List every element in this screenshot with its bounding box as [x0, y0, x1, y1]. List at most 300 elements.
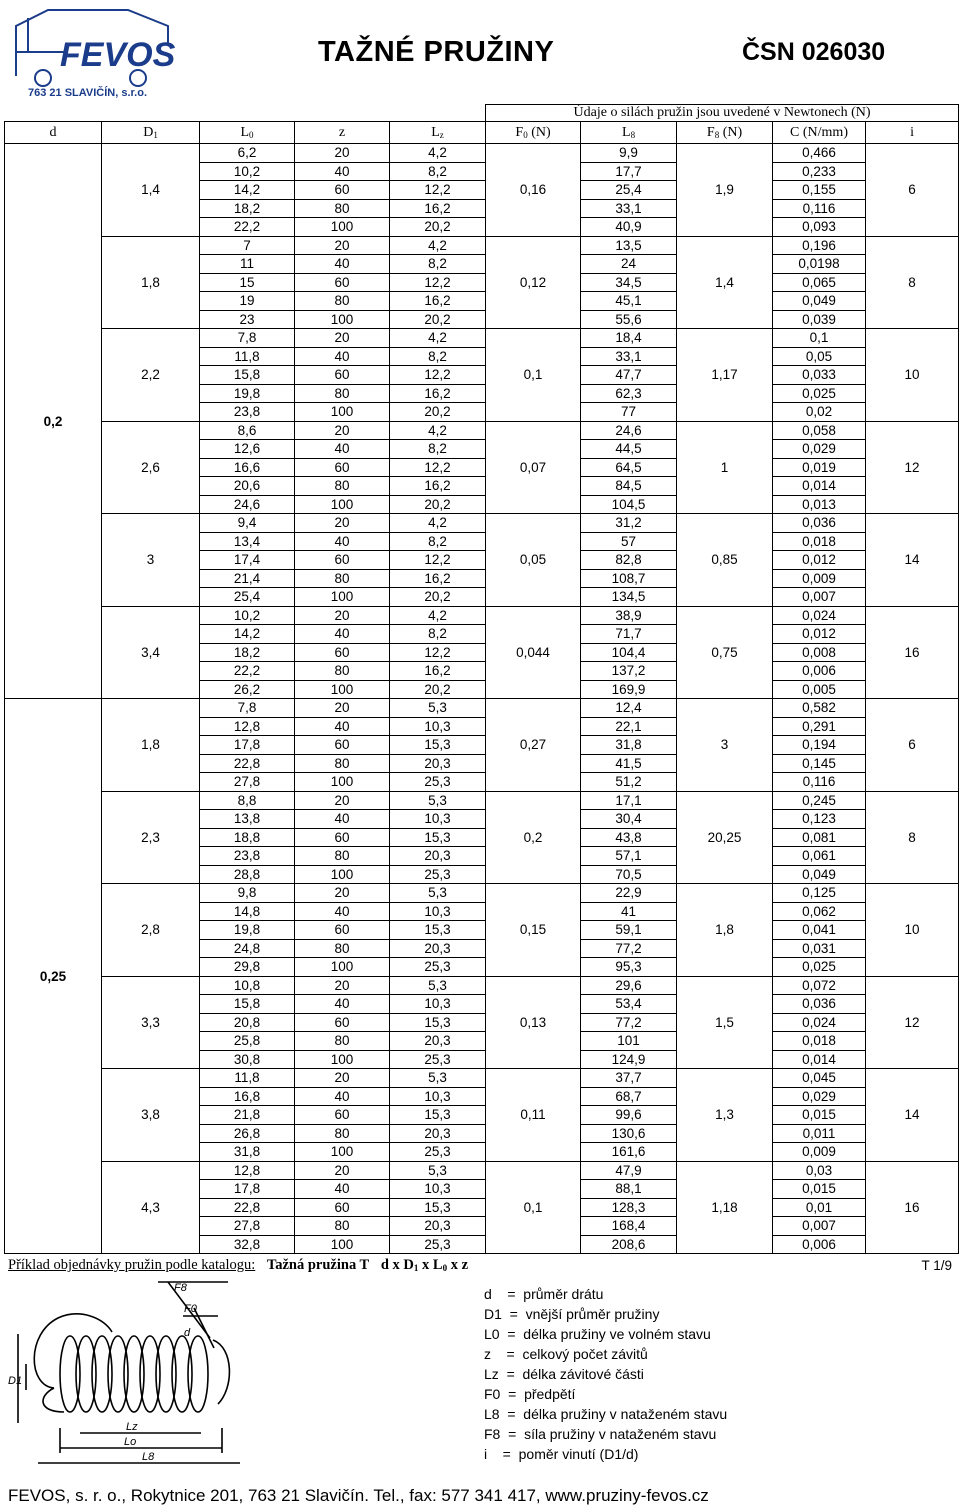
free-length-cell: 19	[200, 292, 295, 311]
coil-count-cell: 80	[295, 477, 390, 496]
stretched-length-cell: 22,1	[581, 717, 677, 736]
outer-diameter-cell: 1,4	[102, 144, 200, 237]
spring-rate-cell: 0,049	[773, 865, 866, 884]
coil-count-cell: 20	[295, 421, 390, 440]
page-number: T 1/9	[921, 1258, 952, 1273]
free-length-cell: 22,2	[200, 218, 295, 237]
winding-ratio-cell: 8	[866, 791, 959, 884]
winding-ratio-cell: 12	[866, 976, 959, 1069]
coil-count-cell: 80	[295, 847, 390, 866]
stretched-length-cell: 77	[581, 403, 677, 422]
stretched-length-cell: 124,9	[581, 1050, 677, 1069]
spring-rate-cell: 0,045	[773, 1069, 866, 1088]
free-length-cell: 9,4	[200, 514, 295, 533]
norm-number: ČSN 026030	[742, 38, 886, 66]
stretched-length-cell: 13,5	[581, 236, 677, 255]
coil-count-cell: 60	[295, 181, 390, 200]
coil-length-cell: 12,2	[390, 273, 486, 292]
preload-cell: 0,1	[486, 1161, 581, 1254]
coil-count-cell: 100	[295, 310, 390, 329]
spring-rate-cell: 0,019	[773, 458, 866, 477]
coil-count-cell: 20	[295, 144, 390, 163]
coil-length-cell: 20,3	[390, 847, 486, 866]
outer-diameter-cell: 2,8	[102, 884, 200, 977]
svg-text:Lo: Lo	[124, 1436, 137, 1448]
stretched-length-cell: 24,6	[581, 421, 677, 440]
spring-rate-cell: 0,062	[773, 902, 866, 921]
coil-count-cell: 40	[295, 1087, 390, 1106]
coil-count-cell: 60	[295, 458, 390, 477]
stretched-length-cell: 33,1	[581, 347, 677, 366]
coil-length-cell: 12,2	[390, 551, 486, 570]
spring-rate-cell: 0,036	[773, 514, 866, 533]
coil-length-cell: 4,2	[390, 329, 486, 348]
free-length-cell: 20,6	[200, 477, 295, 496]
coil-count-cell: 100	[295, 680, 390, 699]
stretched-length-cell: 161,6	[581, 1143, 677, 1162]
free-length-cell: 22,8	[200, 1198, 295, 1217]
table-header-row	[5, 122, 959, 144]
spring-rate-cell: 0,233	[773, 162, 866, 181]
stretched-length-cell: 77,2	[581, 939, 677, 958]
spring-coil	[124, 1336, 144, 1412]
coil-count-cell: 100	[295, 495, 390, 514]
spring-coil	[76, 1336, 96, 1412]
preload-cell: 0,12	[486, 236, 581, 329]
free-length-cell: 26,8	[200, 1124, 295, 1143]
coil-count-cell: 40	[295, 532, 390, 551]
svg-text:d: d	[184, 1327, 191, 1339]
coil-length-cell: 5,3	[390, 699, 486, 718]
coil-length-cell: 25,3	[390, 773, 486, 792]
outer-diameter-cell: 4,3	[102, 1161, 200, 1254]
coil-count-cell: 40	[295, 717, 390, 736]
coil-length-cell: 16,2	[390, 569, 486, 588]
legend-item: Lz = délka závitové části	[484, 1366, 644, 1382]
free-length-cell: 25,4	[200, 588, 295, 607]
stretched-length-cell: 130,6	[581, 1124, 677, 1143]
stretched-length-cell: 34,5	[581, 273, 677, 292]
winding-ratio-cell: 16	[866, 606, 959, 699]
coil-count-cell: 20	[295, 606, 390, 625]
coil-length-cell: 20,2	[390, 588, 486, 607]
stretched-length-cell: 17,7	[581, 162, 677, 181]
stretched-force-cell: 20,25	[677, 791, 773, 884]
coil-length-cell: 15,3	[390, 1198, 486, 1217]
free-length-cell: 14,8	[200, 902, 295, 921]
spring-coil	[140, 1336, 160, 1412]
free-length-cell: 7	[200, 236, 295, 255]
coil-length-cell: 8,2	[390, 532, 486, 551]
stretched-force-cell: 1,5	[677, 976, 773, 1069]
coil-length-cell: 20,2	[390, 495, 486, 514]
stretched-force-cell: 1,3	[677, 1069, 773, 1162]
stretched-length-cell: 62,3	[581, 384, 677, 403]
coil-length-cell: 10,3	[390, 995, 486, 1014]
spring-rate-cell: 0,039	[773, 310, 866, 329]
stretched-length-cell: 12,4	[581, 699, 677, 718]
coil-length-cell: 8,2	[390, 625, 486, 644]
preload-cell: 0,1	[486, 329, 581, 422]
stretched-length-cell: 22,9	[581, 884, 677, 903]
stretched-length-cell: 59,1	[581, 921, 677, 940]
coil-count-cell: 60	[295, 551, 390, 570]
spring-rate-cell: 0,036	[773, 995, 866, 1014]
coil-count-cell: 40	[295, 440, 390, 459]
spring-rate-cell: 0,049	[773, 292, 866, 311]
winding-ratio-cell: 10	[866, 329, 959, 422]
coil-length-cell: 5,3	[390, 791, 486, 810]
col-header-F0: $F_0$ (N)	[486, 122, 581, 144]
svg-text:D1: D1	[8, 1375, 23, 1387]
coil-length-cell: 5,3	[390, 1069, 486, 1088]
coil-count-cell: 40	[295, 625, 390, 644]
spring-rate-cell: 0,024	[773, 1013, 866, 1032]
coil-count-cell: 20	[295, 976, 390, 995]
coil-count-cell: 40	[295, 995, 390, 1014]
stretched-length-cell: 57	[581, 532, 677, 551]
legend-item: F0 = předpětí	[484, 1386, 576, 1402]
spring-rate-cell: 0,006	[773, 1235, 866, 1254]
stretched-length-cell: 99,6	[581, 1106, 677, 1125]
free-length-cell: 27,8	[200, 773, 295, 792]
stretched-length-cell: 43,8	[581, 828, 677, 847]
free-length-cell: 24,8	[200, 939, 295, 958]
coil-count-cell: 100	[295, 218, 390, 237]
order-example	[8, 1257, 468, 1274]
free-length-cell: 15,8	[200, 366, 295, 385]
stretched-length-cell: 57,1	[581, 847, 677, 866]
outer-diameter-cell: 3	[102, 514, 200, 607]
preload-cell: 0,11	[486, 1069, 581, 1162]
spring-rate-cell: 0,145	[773, 754, 866, 773]
order-formula: d x $D_1$ x $L_0$ x z	[380, 1257, 469, 1273]
col-header-i: i	[866, 122, 959, 144]
coil-count-cell: 60	[295, 273, 390, 292]
coil-count-cell: 20	[295, 236, 390, 255]
free-length-cell: 14,2	[200, 625, 295, 644]
page-title: TAŽNÉ PRUŽINY	[318, 36, 555, 68]
stretched-force-cell: 0,75	[677, 606, 773, 699]
spring-rate-cell: 0,081	[773, 828, 866, 847]
free-length-cell: 8,8	[200, 791, 295, 810]
free-length-cell: 12,8	[200, 717, 295, 736]
stretched-force-cell: 1,8	[677, 884, 773, 977]
table-row	[5, 421, 959, 440]
free-length-cell: 17,8	[200, 1180, 295, 1199]
stretched-length-cell: 137,2	[581, 662, 677, 681]
free-length-cell: 10,2	[200, 606, 295, 625]
winding-ratio-cell: 6	[866, 144, 959, 237]
free-length-cell: 18,2	[200, 199, 295, 218]
coil-count-cell: 100	[295, 773, 390, 792]
coil-length-cell: 8,2	[390, 440, 486, 459]
stretched-length-cell: 51,2	[581, 773, 677, 792]
coil-length-cell: 16,2	[390, 384, 486, 403]
spring-rate-cell: 0,033	[773, 366, 866, 385]
outer-diameter-cell: 2,6	[102, 421, 200, 514]
stretched-length-cell: 104,4	[581, 643, 677, 662]
table-row	[5, 144, 959, 163]
preload-cell: 0,27	[486, 699, 581, 792]
coil-length-cell: 5,3	[390, 1161, 486, 1180]
winding-ratio-cell: 12	[866, 421, 959, 514]
spring-rate-cell: 0,1	[773, 329, 866, 348]
stretched-length-cell: 70,5	[581, 865, 677, 884]
col-header-F8: $F_8$ (N)	[677, 122, 773, 144]
legend-item: F8 = síla pružiny v nataženém stavu	[484, 1426, 717, 1442]
coil-count-cell: 60	[295, 828, 390, 847]
free-length-cell: 14,2	[200, 181, 295, 200]
coil-count-cell: 60	[295, 366, 390, 385]
symbol-legend	[484, 1284, 727, 1464]
free-length-cell: 23,8	[200, 403, 295, 422]
coil-count-cell: 100	[295, 1143, 390, 1162]
coil-length-cell: 15,3	[390, 736, 486, 755]
spring-coil	[188, 1336, 208, 1412]
spring-rate-cell: 0,012	[773, 625, 866, 644]
coil-length-cell: 4,2	[390, 421, 486, 440]
coil-length-cell: 4,2	[390, 514, 486, 533]
spring-rate-cell: 0,009	[773, 569, 866, 588]
coil-length-cell: 12,2	[390, 181, 486, 200]
coil-length-cell: 25,3	[390, 1050, 486, 1069]
col-header-z: z	[295, 122, 390, 144]
spring-rate-cell: 0,018	[773, 1032, 866, 1051]
free-length-cell: 7,8	[200, 329, 295, 348]
coil-length-cell: 15,3	[390, 1013, 486, 1032]
table-row	[5, 1069, 959, 1088]
spring-rate-cell: 0,072	[773, 976, 866, 995]
spring-rate-cell: 0,014	[773, 1050, 866, 1069]
free-length-cell: 15	[200, 273, 295, 292]
coil-count-cell: 100	[295, 1050, 390, 1069]
free-length-cell: 21,8	[200, 1106, 295, 1125]
winding-ratio-cell: 16	[866, 1161, 959, 1254]
stretched-length-cell: 30,4	[581, 810, 677, 829]
coil-count-cell: 40	[295, 902, 390, 921]
col-header-D1: $D_1$	[102, 122, 200, 144]
stretched-length-cell: 31,8	[581, 736, 677, 755]
table-row	[5, 1161, 959, 1180]
stretched-length-cell: 44,5	[581, 440, 677, 459]
coil-length-cell: 15,3	[390, 1106, 486, 1125]
fevos-logo	[8, 6, 178, 98]
free-length-cell: 11	[200, 255, 295, 274]
spring-rate-cell: 0,008	[773, 643, 866, 662]
svg-text:L8: L8	[142, 1451, 155, 1463]
stretched-length-cell: 134,5	[581, 588, 677, 607]
winding-ratio-cell: 10	[866, 884, 959, 977]
coil-length-cell: 20,2	[390, 403, 486, 422]
outer-diameter-cell: 1,8	[102, 699, 200, 792]
table-row	[5, 606, 959, 625]
col-header-L8: $L_8$	[581, 122, 677, 144]
free-length-cell: 13,8	[200, 810, 295, 829]
coil-length-cell: 8,2	[390, 347, 486, 366]
free-length-cell: 19,8	[200, 384, 295, 403]
coil-count-cell: 60	[295, 1106, 390, 1125]
coil-length-cell: 25,3	[390, 1143, 486, 1162]
stretched-length-cell: 64,5	[581, 458, 677, 477]
stretched-length-cell: 101	[581, 1032, 677, 1051]
spring-rate-cell: 0,009	[773, 1143, 866, 1162]
coil-count-cell: 20	[295, 329, 390, 348]
stretched-length-cell: 40,9	[581, 218, 677, 237]
coil-length-cell: 10,3	[390, 1180, 486, 1199]
coil-count-cell: 20	[295, 791, 390, 810]
free-length-cell: 24,6	[200, 495, 295, 514]
stretched-length-cell: 38,9	[581, 606, 677, 625]
col-header-L0: $L_0$	[200, 122, 295, 144]
springs-table	[4, 104, 959, 1254]
stretched-length-cell: 68,7	[581, 1087, 677, 1106]
spring-rate-cell: 0,007	[773, 1217, 866, 1236]
spring-rate-cell: 0,196	[773, 236, 866, 255]
stretched-length-cell: 95,3	[581, 958, 677, 977]
spring-rate-cell: 0,029	[773, 1087, 866, 1106]
coil-length-cell: 16,2	[390, 477, 486, 496]
coil-length-cell: 12,2	[390, 458, 486, 477]
coil-count-cell: 80	[295, 292, 390, 311]
preload-cell: 0,044	[486, 606, 581, 699]
coil-length-cell: 20,3	[390, 754, 486, 773]
coil-count-cell: 100	[295, 403, 390, 422]
outer-diameter-cell: 1,8	[102, 236, 200, 329]
coil-count-cell: 80	[295, 754, 390, 773]
spring-rate-cell: 0,125	[773, 884, 866, 903]
preload-cell: 0,2	[486, 791, 581, 884]
svg-text:763 21 SLAVIČÍN, s.r.o.: 763 21 SLAVIČÍN, s.r.o.	[28, 87, 148, 98]
free-length-cell: 12,6	[200, 440, 295, 459]
spring-rate-cell: 0,116	[773, 773, 866, 792]
spring-rate-cell: 0,015	[773, 1106, 866, 1125]
col-header-d: d	[5, 122, 102, 144]
spring-coil	[172, 1336, 192, 1412]
table-row	[5, 976, 959, 995]
free-length-cell: 18,2	[200, 643, 295, 662]
legend-item: d = průměr drátu	[484, 1286, 604, 1302]
free-length-cell: 12,8	[200, 1161, 295, 1180]
coil-count-cell: 40	[295, 162, 390, 181]
spring-rate-cell: 0,093	[773, 218, 866, 237]
stretched-length-cell: 33,1	[581, 199, 677, 218]
free-length-cell: 18,8	[200, 828, 295, 847]
spring-rate-cell: 0,025	[773, 384, 866, 403]
legend-item: L0 = délka pružiny ve volném stavu	[484, 1326, 711, 1342]
coil-length-cell: 4,2	[390, 606, 486, 625]
free-length-cell: 16,8	[200, 1087, 295, 1106]
spring-rate-cell: 0,041	[773, 921, 866, 940]
stretched-length-cell: 17,1	[581, 791, 677, 810]
coil-length-cell: 10,3	[390, 902, 486, 921]
coil-count-cell: 60	[295, 1013, 390, 1032]
spring-rate-cell: 0,291	[773, 717, 866, 736]
coil-count-cell: 40	[295, 347, 390, 366]
coil-count-cell: 80	[295, 662, 390, 681]
free-length-cell: 16,6	[200, 458, 295, 477]
coil-count-cell: 40	[295, 810, 390, 829]
stretched-force-cell: 1,4	[677, 236, 773, 329]
spring-rate-cell: 0,155	[773, 181, 866, 200]
spring-coil	[60, 1336, 80, 1412]
coil-length-cell: 20,3	[390, 1217, 486, 1236]
free-length-cell: 22,8	[200, 754, 295, 773]
coil-count-cell: 20	[295, 514, 390, 533]
stretched-length-cell: 9,9	[581, 144, 677, 163]
spring-rate-cell: 0,029	[773, 440, 866, 459]
stretched-force-cell: 0,85	[677, 514, 773, 607]
page-header	[0, 0, 960, 100]
coil-length-cell: 12,2	[390, 366, 486, 385]
outer-diameter-cell: 2,3	[102, 791, 200, 884]
coil-length-cell: 8,2	[390, 162, 486, 181]
stretched-length-cell: 47,9	[581, 1161, 677, 1180]
winding-ratio-cell: 6	[866, 699, 959, 792]
free-length-cell: 17,4	[200, 551, 295, 570]
free-length-cell: 28,8	[200, 865, 295, 884]
stretched-force-cell: 1,18	[677, 1161, 773, 1254]
coil-count-cell: 80	[295, 1032, 390, 1051]
coil-length-cell: 16,2	[390, 199, 486, 218]
free-length-cell: 22,2	[200, 662, 295, 681]
stretched-length-cell: 169,9	[581, 680, 677, 699]
coil-length-cell: 20,3	[390, 939, 486, 958]
coil-count-cell: 60	[295, 643, 390, 662]
wire-diameter-cell: 0,25	[5, 699, 102, 1254]
free-length-cell: 23	[200, 310, 295, 329]
spring-rate-cell: 0,025	[773, 958, 866, 977]
coil-length-cell: 5,3	[390, 976, 486, 995]
coil-length-cell: 20,3	[390, 1124, 486, 1143]
table-row	[5, 236, 959, 255]
coil-count-cell: 20	[295, 1069, 390, 1088]
spring-rate-cell: 0,012	[773, 551, 866, 570]
stretched-length-cell: 84,5	[581, 477, 677, 496]
free-length-cell: 7,8	[200, 699, 295, 718]
coil-count-cell: 20	[295, 1161, 390, 1180]
stretched-length-cell: 104,5	[581, 495, 677, 514]
spring-coil	[92, 1336, 112, 1412]
table-row	[5, 791, 959, 810]
winding-ratio-cell: 8	[866, 236, 959, 329]
coil-count-cell: 80	[295, 1217, 390, 1236]
coil-count-cell: 40	[295, 255, 390, 274]
free-length-cell: 25,8	[200, 1032, 295, 1051]
col-header-Lz: $L_z$	[390, 122, 486, 144]
stretched-length-cell: 88,1	[581, 1180, 677, 1199]
spring-rate-cell: 0,018	[773, 532, 866, 551]
spring-rate-cell: 0,061	[773, 847, 866, 866]
coil-count-cell: 80	[295, 1124, 390, 1143]
stretched-length-cell: 18,4	[581, 329, 677, 348]
units-note: Údaje o silách pružin jsou uvedené v Newtonech (N)	[573, 105, 871, 120]
free-length-cell: 11,8	[200, 347, 295, 366]
coil-count-cell: 20	[295, 699, 390, 718]
table-row	[5, 329, 959, 348]
stretched-length-cell: 45,1	[581, 292, 677, 311]
free-length-cell: 15,8	[200, 995, 295, 1014]
stretched-length-cell: 41,5	[581, 754, 677, 773]
stretched-length-cell: 208,6	[581, 1235, 677, 1254]
spring-coil	[108, 1336, 128, 1412]
stretched-force-cell: 1,9	[677, 144, 773, 237]
free-length-cell: 8,6	[200, 421, 295, 440]
spring-rate-cell: 0,245	[773, 791, 866, 810]
spring-rate-cell: 0,024	[773, 606, 866, 625]
preload-cell: 0,05	[486, 514, 581, 607]
table-row	[5, 699, 959, 718]
